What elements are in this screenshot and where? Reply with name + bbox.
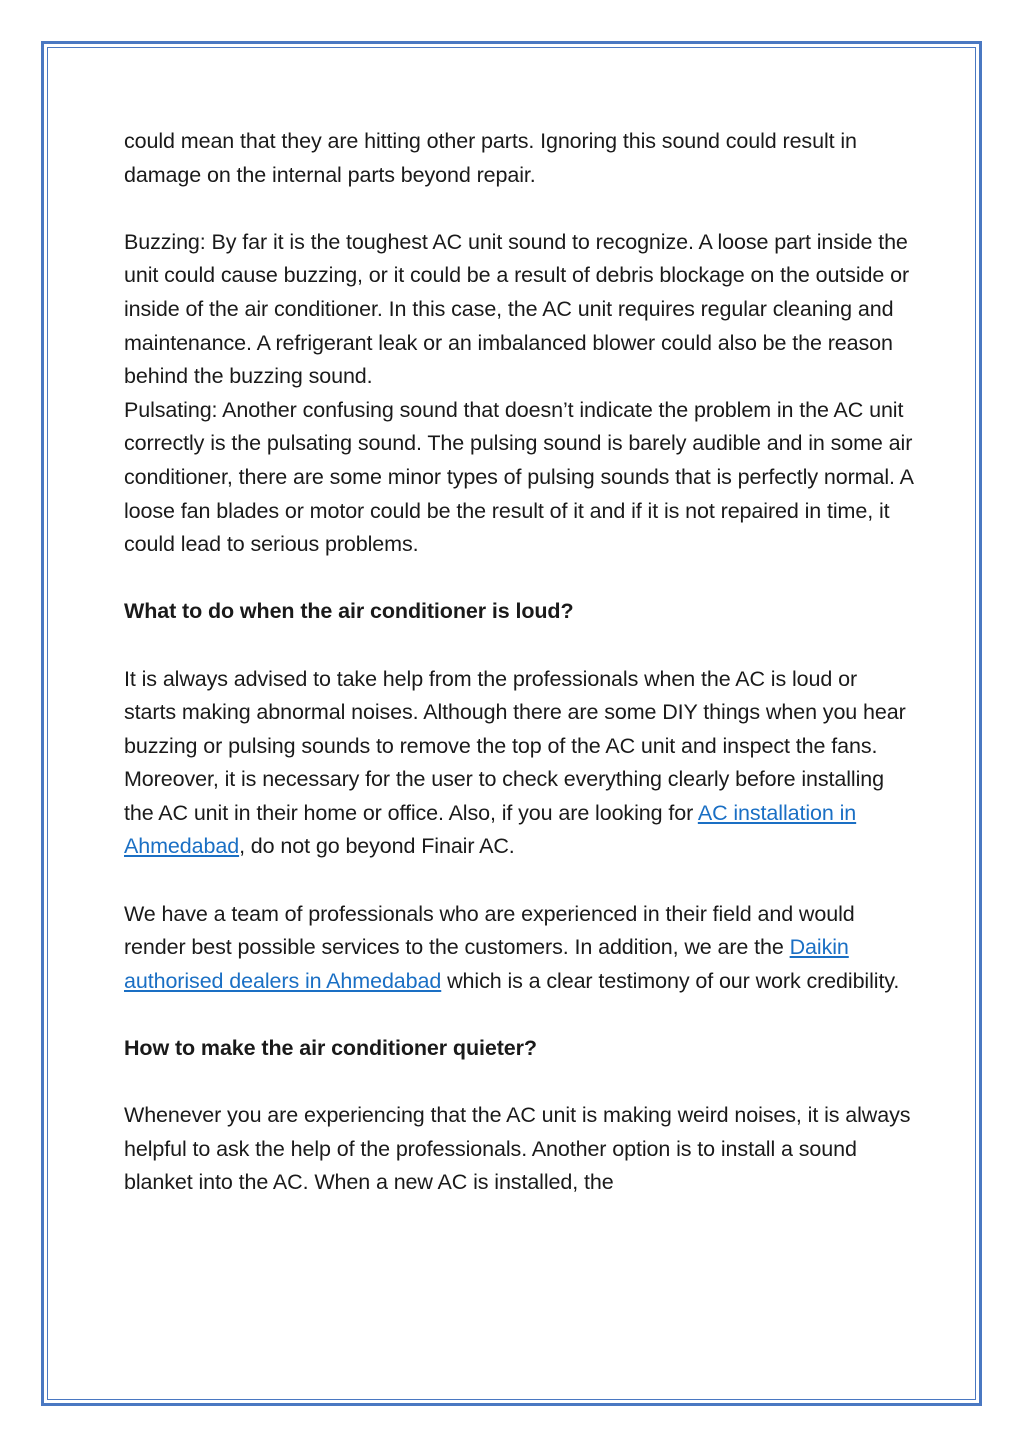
document-body [124, 125, 914, 1234]
daikin-dealers-link[interactable]: Daikin authorised dealers in Ahmedabad [124, 935, 849, 993]
paragraph-text: , do not go beyond Finair AC. [239, 834, 515, 859]
paragraph-text: We have a team of professionals who are experienced in their field and would render best possible services to the customers. In addition, we are the [124, 901, 855, 960]
paragraph-pulsating: Pulsating: Another confusing sound that doesn’t indicate the problem in the AC unit correctly is the pulsating sound. The pulsing sound is barely audible and in some air conditioner, there are some minor types of pulsing sounds that is perfectly normal. A loose fan blades or motor could be the result of it and if it is not repaired in time, it could lead to serious problems. [124, 397, 913, 557]
ac-installation-link[interactable]: AC installation in Ahmedabad [124, 800, 857, 859]
paragraph-text: which is a clear testimony of our work credibility. [441, 968, 900, 993]
paragraph-text: It is always advised to take help from the professionals when the AC is loud or starts making abnormal noises. Although there are some DIY things when you hear buzzing or pulsing sounds to remove the top of the AC unit and inspect the fans. Moreover, it is necessary for the user to check everything clearly before installing the AC unit in their home or office. Also, if you are looking for [124, 666, 906, 825]
section-heading: What to do when the air conditioner is loud? [124, 599, 574, 624]
paragraph: could mean that they are hitting other parts. Ignoring this sound could result in damage on the internal parts beyond repair. [124, 129, 857, 187]
section-heading: How to make the air conditioner quieter? [124, 1036, 537, 1061]
paragraph [124, 898, 914, 999]
paragraph: Whenever you are experiencing that the AC unit is making weird noises, it is always helpful to ask the help of the professionals. Another option is to install a sound blanket into the AC. When a new AC is installed, the [124, 1103, 911, 1195]
paragraph [124, 663, 914, 865]
paragraph-buzzing: Buzzing: By far it is the toughest AC unit sound to recognize. A loose part inside the unit could cause buzzing, or it could be a result of debris blockage on the outside or inside of the air conditioner. In this case, the AC unit requires regular cleaning and maintenance. A refrigerant leak or an imbalanced blower could also be the reason behind the buzzing sound. [124, 229, 910, 389]
